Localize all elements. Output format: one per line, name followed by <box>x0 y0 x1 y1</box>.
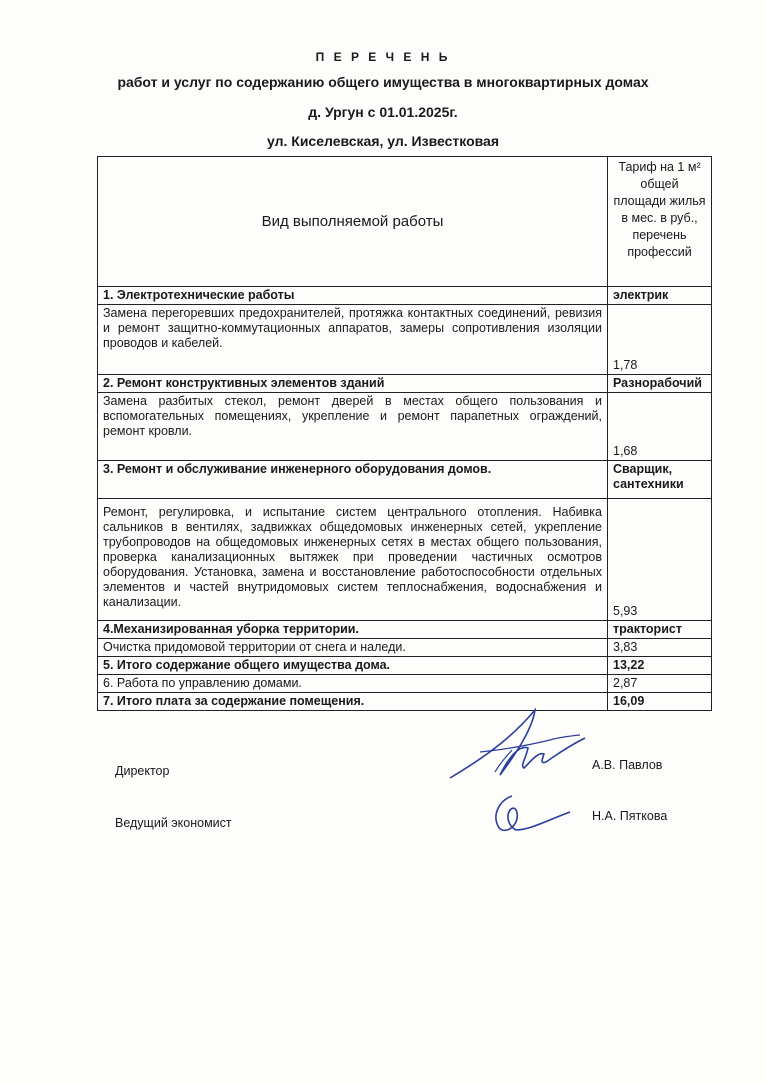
section-label: 1. Электротехнические работы <box>98 287 608 305</box>
tariff-cell: 3,83 <box>608 639 712 657</box>
table-row-desc-3 <box>98 499 712 621</box>
profession-cell: тракторист <box>608 621 712 639</box>
table-row-6 <box>98 675 712 693</box>
section-label: 3. Ремонт и обслуживание инженерного оборудования домов. <box>98 461 608 499</box>
doc-heading: П Е Р Е Ч Е Н Ь <box>315 50 451 64</box>
table-row-desc-1 <box>98 305 712 375</box>
work-description: Замена перегоревших предохранителей, протяжка контактных соединений, ревизия и ремонт защитно-коммутационных аппаратов, замеры сопротивления изоляции проводов и кабелей. <box>98 305 608 375</box>
total-label: 5. Итого содержание общего имущества дома. <box>98 657 608 675</box>
table-row-section-2 <box>98 375 712 393</box>
tariff-cell: 5,93 <box>608 499 712 621</box>
total-value: 13,22 <box>608 657 712 675</box>
doc-subtitle: работ и услуг по содержанию общего имущества в многоквартирных домах <box>117 74 649 90</box>
profession-cell: Разнорабочий <box>608 375 712 393</box>
doc-location-date: д. Ургун с 01.01.2025г. <box>308 104 458 120</box>
total-value: 16,09 <box>608 693 712 711</box>
director-title: Директор <box>115 764 170 778</box>
table-row-desc-2 <box>98 393 712 461</box>
total-label: 7. Итого плата за содержание помещения. <box>98 693 608 711</box>
profession-cell: электрик <box>608 287 712 305</box>
table-row-section-3 <box>98 461 712 499</box>
work-description: Замена разбитых стекол, ремонт дверей в местах общего пользования и вспомогательных помещениях, укрепление и ремонт парапетных ограждений, ремонт кровли. <box>98 393 608 461</box>
director-name: А.В. Павлов <box>592 758 663 772</box>
work-description: Ремонт, регулировка, и испытание систем центрального отопления. Набивка сальников в вентилях, задвижках общедомовых инженерных сетей, укрепление трубопроводов на общедомовых инженерных сетях в местах общего пользования, проверка канализационных вытяжек при проведении частичных осмотров оборудования. Установка, замена и восстановление работоспособности отдельных элементов и частей внутридомовых систем теплоснабжения, водоснабжения и канализации. <box>98 499 608 621</box>
col-header-work: Вид выполняемой работы <box>98 157 608 287</box>
work-description: Очистка придомовой территории от снега и наледи. <box>98 639 608 657</box>
table-row-total-7 <box>98 693 712 711</box>
table-row-section-4 <box>98 621 712 639</box>
tariff-cell: 1,68 <box>608 393 712 461</box>
works-table <box>97 156 712 711</box>
economist-signature <box>486 790 576 838</box>
tariff-cell: 2,87 <box>608 675 712 693</box>
table-row-total-5 <box>98 657 712 675</box>
doc-streets: ул. Киселевская, ул. Известковая <box>267 133 499 149</box>
section-label: 4.Механизированная уборка территории. <box>98 621 608 639</box>
col-header-tariff: Тариф на 1 м² общей площади жилья в мес. в руб., перечень профессий <box>608 157 712 287</box>
table-row-desc-4 <box>98 639 712 657</box>
management-label: 6. Работа по управлению домами. <box>98 675 608 693</box>
table-row-section-1 <box>98 287 712 305</box>
section-label: 2. Ремонт конструктивных элементов зданий <box>98 375 608 393</box>
table-header-row <box>98 157 712 287</box>
profession-cell: Сварщик, сантехники <box>608 461 712 499</box>
economist-title: Ведущий экономист <box>115 816 232 830</box>
economist-name: Н.А. Пяткова <box>592 809 668 823</box>
director-signature <box>440 700 590 785</box>
tariff-cell: 1,78 <box>608 305 712 375</box>
